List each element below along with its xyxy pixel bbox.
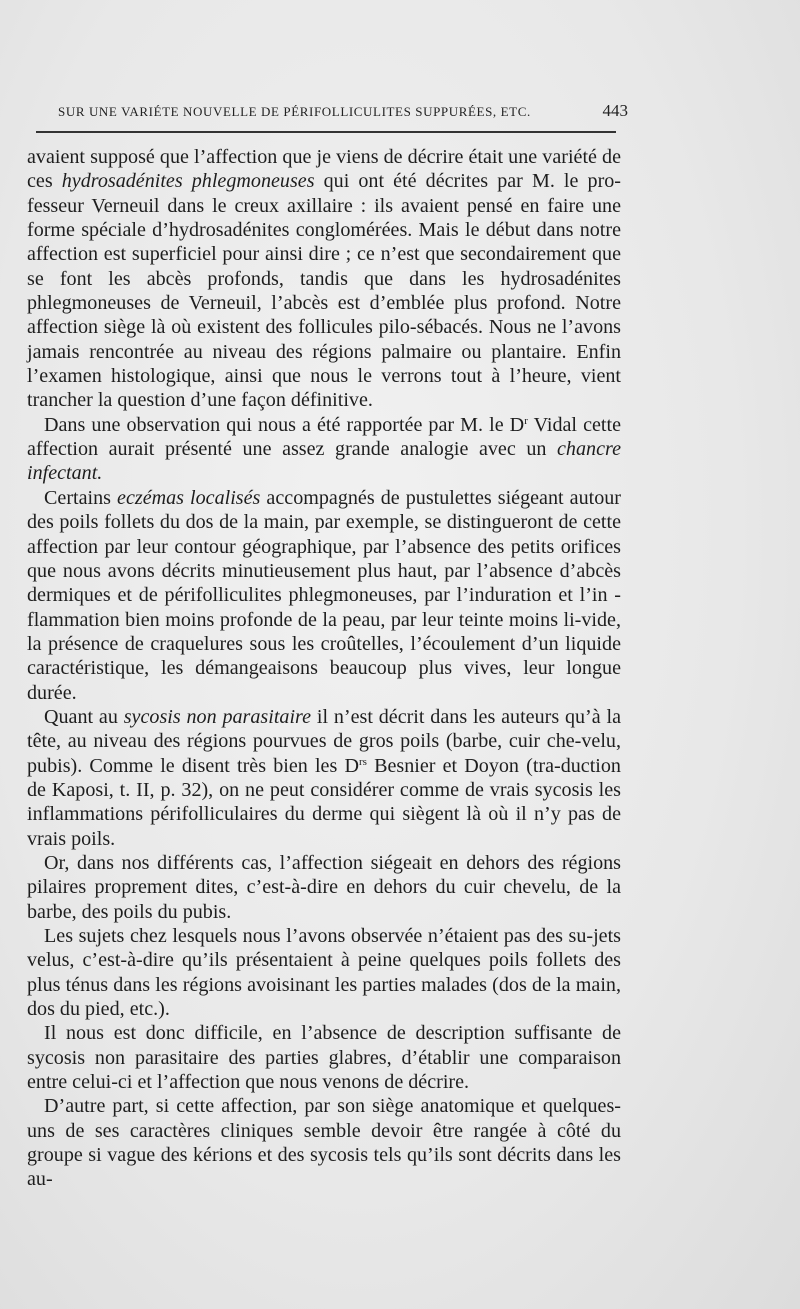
paragraph-5 bbox=[27, 851, 621, 924]
italic-term: hydrosadénites phlegmoneuses bbox=[61, 170, 315, 193]
paragraph-7 bbox=[27, 1021, 621, 1094]
text-run: qui ont été décrites par M. le pro-fesseur Verneuil dans le creux axillaire : ils avaient pensé en faire une forme spéciale d’hydrosadénites conglomérées. Mais le début dans notre affection est superficiel pour ainsi dire ; ce n’est que secondairement que se font les abcès profonds, tandis que dans les hydrosadénites phlegmoneuses de Verneuil, l’abcès est d’emblée plus profond. Notre affection siège là où existent des follicules pilo-sébacés. Nous ne l’avons jamais rencontrée au niveau des régions palmaire ou plantaire. Enfin l’examen histologique, ainsi que nous le verrons tout à l’heure, vient trancher la question d’une façon définitive. bbox=[27, 170, 621, 412]
superscript: r bbox=[524, 414, 528, 427]
body-text bbox=[27, 145, 621, 1192]
superscript: rs bbox=[358, 755, 367, 768]
text-run: Vidal cette affection aurait présenté une assez grande analogie avec un bbox=[27, 413, 621, 461]
text-run: avaient supposé que l’affection que je viens de décrire était une variété de ces bbox=[27, 146, 621, 193]
text-run: Besnier et Doyon (tra-duction de Kaposi, t. II, p. 32), on ne peut considérer comme de vrais sycosis les inflammations périfolliculaires du derme qui siègent là où il n’y pas de vrais poils. bbox=[27, 754, 621, 850]
text-run: Quant au bbox=[44, 705, 124, 728]
paragraph-6 bbox=[27, 924, 621, 1021]
paragraph-4 bbox=[27, 705, 621, 851]
text-run: Or, dans nos différents cas, l’affection siégeait en dehors des régions pilaires proprement dites, c’est-à-dire en dehors du cuir chevelu, de la barbe, des poils du pubis. bbox=[27, 851, 621, 923]
text-run: Certains bbox=[44, 486, 118, 509]
text-run: D’autre part, si cette affection, par son siège anatomique et quelques-uns de ses caractères cliniques semble devoir être rangée à côté du groupe si vague des kérions et des sycosis tels qu’ils sont décrits dans les au- bbox=[27, 1095, 621, 1191]
page-number: 443 bbox=[602, 101, 628, 120]
running-title: SUR UNE VARIÉTE NOUVELLE DE PÉRIFOLLICULITES SUPPURÉES, ETC. bbox=[58, 104, 531, 119]
text-run: Les sujets chez lesquels nous l’avons observée n’étaient pas des su-jets velus, c’est-à-dire qu’ils présentaient à peine quelques poils follets des plus ténus dans les régions avoisinant les parties malades (dos de la main, dos du pied, etc.). bbox=[27, 925, 621, 1021]
text-run: accompagnés de pustulettes siégeant autour des poils follets du dos de la main, par exemple, se distingueront de cette affection par leur contour géographique, par l’absence des petits orifices que nous avons décrits minutieusement plus haut, par l’absence d’abcès dermiques et de périfolliculites phlegmoneuses, par l’induration et l’in - flammation bien moins profonde de la peau, par leur teinte moins li-vide, la présence de craquelures sous les croûtelles, l’écoulement d’un liquide caractéristique, les démangeaisons beaucoup plus vives, leur longue durée. bbox=[27, 486, 621, 704]
text-run: Dans une observation qui nous a été rapportée par M. le D bbox=[44, 413, 525, 436]
text-run: Il nous est donc difficile, en l’absence de description suffisante de sycosis non parasitaire des parties glabres, d’établir une comparaison entre celui-ci et l’affection que nous venons de décrire. bbox=[27, 1022, 621, 1094]
italic-term: chancre infectant. bbox=[27, 438, 621, 485]
italic-term: sycosis non parasitaire bbox=[123, 705, 312, 728]
paragraph-8 bbox=[27, 1094, 621, 1191]
italic-term: eczémas localisés bbox=[117, 486, 261, 509]
text-run: il n’est décrit dans les auteurs qu’à la tête, au niveau des régions pourvues de gros poils (barbe, cuir che-velu, pubis). Comme le disent très bien les D bbox=[27, 705, 621, 777]
paragraph-1 bbox=[27, 145, 621, 413]
paragraph-2 bbox=[27, 413, 621, 486]
header-rule bbox=[36, 131, 616, 133]
paragraph-3 bbox=[27, 486, 621, 705]
